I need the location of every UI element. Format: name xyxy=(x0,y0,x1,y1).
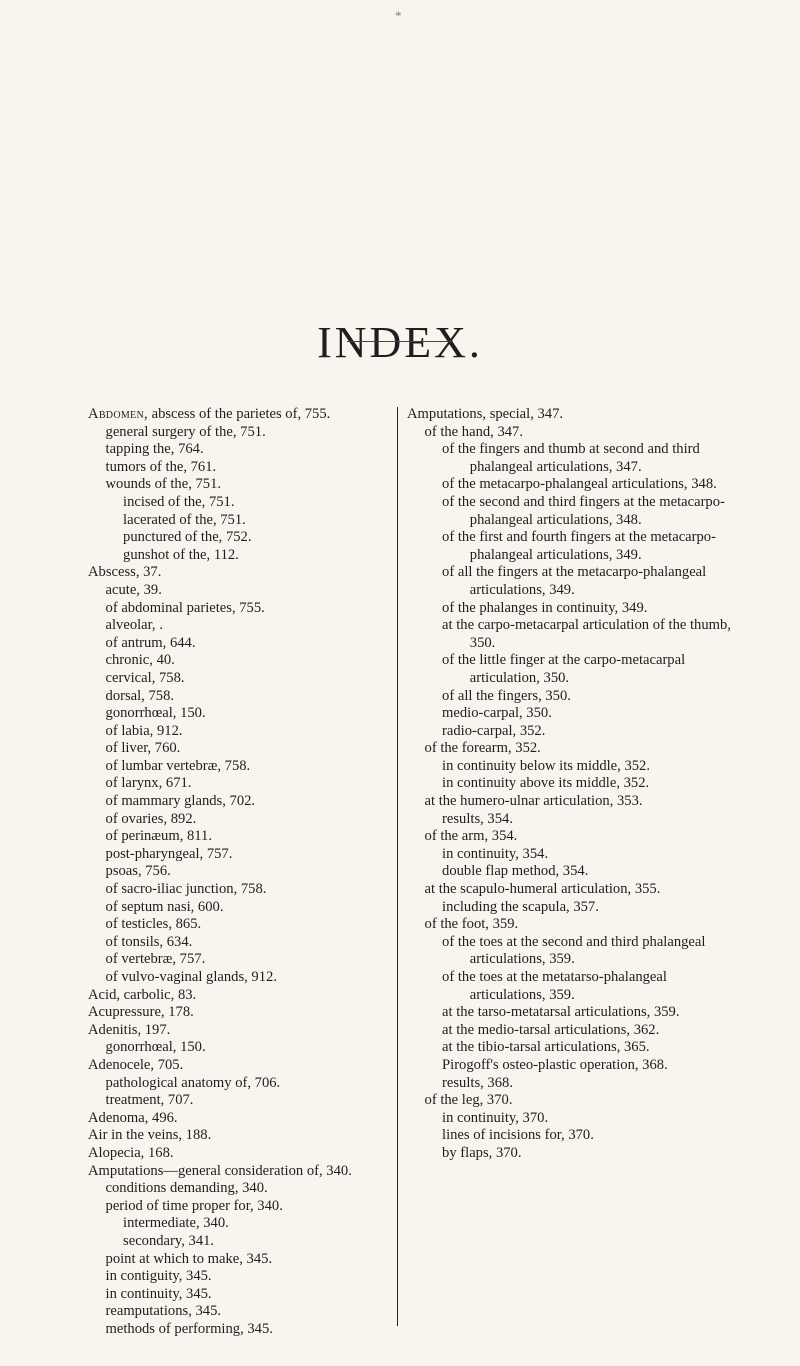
index-entry xyxy=(88,1004,393,1022)
index-entry-text: by flaps, 370. xyxy=(442,1144,522,1161)
index-entry xyxy=(88,1127,393,1145)
index-entry-text: secondary, 341. xyxy=(123,1232,215,1249)
index-entry xyxy=(106,1303,393,1321)
index-entry xyxy=(442,564,735,599)
index-entry xyxy=(106,459,393,477)
index-entry xyxy=(123,512,393,530)
index-entry-text: of vertebræ, 757. xyxy=(105,951,206,968)
index-entry xyxy=(106,723,393,741)
index-entry-text: medio-carpal, 350. xyxy=(442,705,552,722)
index-entry-lead: Abdomen, xyxy=(88,406,148,422)
index-entry-text: tapping the, 764. xyxy=(105,441,204,458)
index-entry xyxy=(106,688,393,706)
index-entry xyxy=(442,529,735,564)
index-entry-text: gunshot of the, 112. xyxy=(123,546,239,563)
index-entry-text: Adenoma, 496. xyxy=(88,1109,178,1126)
index-entry xyxy=(442,476,735,494)
index-entry xyxy=(442,441,735,476)
index-entry xyxy=(442,811,735,829)
index-entry-text: of lumbar vertebræ, 758. xyxy=(105,757,251,774)
index-entry-text: of the metacarpo-phalangeal articulations, 348. xyxy=(442,476,717,493)
index-entry xyxy=(88,1145,393,1163)
index-entry-text: of all the fingers at the metacarpo-phalangeal articulations, 349. xyxy=(442,564,707,598)
index-entry xyxy=(442,1075,735,1093)
index-entry xyxy=(425,424,735,442)
index-entry-text: in continuity, 354. xyxy=(442,845,549,862)
page-title: INDEX. xyxy=(317,318,483,368)
index-entry xyxy=(442,494,735,529)
index-entry xyxy=(88,406,393,424)
index-entry xyxy=(106,476,393,494)
index-entry xyxy=(106,775,393,793)
index-entry xyxy=(442,1022,735,1040)
index-entry xyxy=(442,705,735,723)
index-entry xyxy=(442,617,735,652)
index-entry-text: of the second and third fingers at the metacarpo-phalangeal articulations, 348. xyxy=(442,493,725,528)
title-rule xyxy=(347,341,453,342)
index-entry xyxy=(106,899,393,917)
index-entry xyxy=(106,670,393,688)
index-entry xyxy=(88,1110,393,1128)
index-entry xyxy=(88,1163,393,1181)
index-entry-text: reamputations, 345. xyxy=(105,1303,222,1320)
index-column-right xyxy=(407,406,735,1163)
index-entry-text: radio-carpal, 352. xyxy=(442,722,546,739)
index-entry-text: of ovaries, 892. xyxy=(105,810,197,827)
index-entry-text: of vulvo-vaginal glands, 912. xyxy=(105,969,277,985)
index-entry-text: in continuity above its middle, 352. xyxy=(442,775,650,792)
index-entry-text: treatment, 707. xyxy=(105,1092,194,1109)
index-entry xyxy=(106,740,393,758)
index-entry-text: intermediate, 340. xyxy=(123,1215,229,1232)
index-entry xyxy=(442,758,735,776)
index-entry-text: Acupressure, 178. xyxy=(88,1004,194,1021)
index-entry xyxy=(123,1215,393,1233)
index-entry-text: results, 368. xyxy=(442,1074,513,1091)
index-entry xyxy=(106,1251,393,1269)
index-entry-text: at the scapulo-humeral articulation, 355. xyxy=(424,881,661,898)
index-entry-text: of the fingers and thumb at second and third phalangeal articulations, 347. xyxy=(442,441,700,475)
index-entry xyxy=(106,793,393,811)
index-entry-text: in continuity, 345. xyxy=(105,1285,212,1302)
index-entry xyxy=(106,828,393,846)
index-entry xyxy=(425,793,735,811)
index-entry-text: including the scapula, 357. xyxy=(442,898,599,915)
index-entry xyxy=(88,564,393,582)
index-entry xyxy=(425,1092,735,1110)
index-entry-text: Abscess, 37. xyxy=(88,564,162,581)
index-entry xyxy=(442,1127,735,1145)
index-entry xyxy=(442,688,735,706)
index-entry xyxy=(123,1233,393,1251)
index-entry-text: incised of the, 751. xyxy=(123,493,235,510)
index-entry-text: methods of performing, 345. xyxy=(105,1320,273,1337)
index-entry-text: of perinæum, 811. xyxy=(105,828,212,845)
index-entry xyxy=(123,547,393,565)
index-entry-text: alveolar, . xyxy=(105,617,163,634)
index-entry xyxy=(425,740,735,758)
index-entry-text: abscess of the parietes of, 755. xyxy=(147,406,331,422)
index-entry-text: of mammary glands, 702. xyxy=(105,793,256,810)
index-entry-text: of the leg, 370. xyxy=(424,1092,513,1109)
index-entry-text: Air in the veins, 188. xyxy=(88,1127,212,1144)
index-entry xyxy=(442,969,735,1004)
index-entry xyxy=(442,1039,735,1057)
index-entry-text: Amputations, special, 347. xyxy=(407,406,564,422)
index-entry-text: pathological anatomy of, 706. xyxy=(105,1074,281,1091)
index-entry xyxy=(442,600,735,618)
index-entry-text: dorsal, 758. xyxy=(105,687,175,704)
index-entry-text: of the little finger at the carpo-metacarpal articulation, 350. xyxy=(442,652,686,686)
index-entry xyxy=(106,934,393,952)
index-entry-text: at the carpo-metacarpal articulation of the thumb, 350. xyxy=(442,617,731,651)
index-entry-text: of the phalanges in continuity, 349. xyxy=(442,599,648,616)
index-entry xyxy=(106,635,393,653)
index-entry xyxy=(442,652,735,687)
index-column-left xyxy=(88,406,393,1338)
index-entry xyxy=(106,652,393,670)
index-entry xyxy=(442,899,735,917)
index-entry-text: of tonsils, 634. xyxy=(105,933,193,950)
index-entry xyxy=(106,424,393,442)
index-entry-text: at the tarso-metatarsal articulations, 359. xyxy=(442,1004,680,1021)
index-entry-text: of the foot, 359. xyxy=(424,916,519,933)
index-entry xyxy=(106,846,393,864)
page-corner-mark: * xyxy=(395,8,402,23)
index-entry-text: chronic, 40. xyxy=(105,652,175,669)
index-entry-text: results, 354. xyxy=(442,810,513,827)
index-entry-text: wounds of the, 751. xyxy=(105,476,222,493)
index-entry xyxy=(442,1145,735,1163)
index-entry xyxy=(442,846,735,864)
index-entry-text: in continuity, 370. xyxy=(442,1109,549,1126)
index-entry xyxy=(106,617,393,635)
index-entry-text: cervical, 758. xyxy=(105,669,185,686)
index-entry-text: lines of incisions for, 370. xyxy=(442,1127,594,1144)
index-entry-text: Adenocele, 705. xyxy=(88,1056,184,1073)
index-entry xyxy=(106,1268,393,1286)
index-entry-text: of the toes at the metatarso-phalangeal articulations, 359. xyxy=(442,969,667,1003)
index-entry xyxy=(106,951,393,969)
index-entry-text: of antrum, 644. xyxy=(105,634,196,651)
index-entry-text: of the forearm, 352. xyxy=(424,740,541,757)
index-entry-text: Alopecia, 168. xyxy=(88,1144,174,1161)
index-entry-text: Acid, carbolic, 83. xyxy=(88,986,197,1003)
index-entry-text: of sacro-iliac junction, 758. xyxy=(105,881,267,898)
index-entry xyxy=(88,1057,393,1075)
index-entry xyxy=(88,1022,393,1040)
index-entry-text: post-pharyngeal, 757. xyxy=(105,845,233,862)
index-entry xyxy=(425,828,735,846)
index-entry-text: at the medio-tarsal articulations, 362. xyxy=(442,1021,660,1038)
index-entry xyxy=(88,987,393,1005)
index-entry xyxy=(442,863,735,881)
index-entry-text: Pirogoff's osteo-plastic operation, 368. xyxy=(442,1056,668,1073)
index-entry xyxy=(106,1198,393,1216)
index-entry-text: period of time proper for, 340. xyxy=(105,1197,283,1214)
index-entry xyxy=(425,916,735,934)
index-entry xyxy=(106,1321,393,1339)
index-entry xyxy=(407,406,735,424)
index-entry-text: conditions demanding, 340. xyxy=(105,1180,268,1197)
index-entry-text: in contiguity, 345. xyxy=(105,1268,212,1285)
index-entry xyxy=(442,934,735,969)
index-entry-text: Adenitis, 197. xyxy=(88,1021,171,1038)
index-entry xyxy=(442,1057,735,1075)
index-entry-text: of testicles, 865. xyxy=(105,916,202,933)
index-entry-text: of labia, 912. xyxy=(105,722,183,739)
index-entry xyxy=(123,494,393,512)
index-entry-text: of all the fingers, 350. xyxy=(442,687,571,704)
index-entry-text: of abdominal parietes, 755. xyxy=(105,599,265,616)
index-entry xyxy=(442,1004,735,1022)
index-entry xyxy=(106,600,393,618)
index-entry-text: of septum nasi, 600. xyxy=(105,898,224,915)
index-entry xyxy=(106,705,393,723)
index-entry xyxy=(106,441,393,459)
index-entry-text: of larynx, 671. xyxy=(105,775,192,792)
index-entry-text: gonorrhœal, 150. xyxy=(105,1039,206,1056)
index-entry-text: in continuity below its middle, 352. xyxy=(442,757,650,774)
index-entry xyxy=(106,1092,393,1110)
index-entry xyxy=(442,775,735,793)
index-entry xyxy=(123,529,393,547)
index-entry xyxy=(106,1075,393,1093)
index-entry-text: at the humero-ulnar articulation, 353. xyxy=(424,793,643,810)
index-entry xyxy=(106,758,393,776)
index-entry xyxy=(106,1180,393,1198)
column-divider xyxy=(397,407,398,1326)
index-entry xyxy=(106,811,393,829)
index-entry-text: psoas, 756. xyxy=(105,863,171,880)
index-entry-text: double flap method, 354. xyxy=(442,863,589,880)
index-entry-text: of the toes at the second and third phalangeal articulations, 359. xyxy=(442,933,706,968)
index-entry xyxy=(106,1039,393,1057)
index-entry-text: of the arm, 354. xyxy=(424,828,518,845)
index-entry xyxy=(106,863,393,881)
index-entry xyxy=(106,881,393,899)
index-entry-text: tumors of the, 761. xyxy=(105,458,217,475)
index-entry xyxy=(106,1286,393,1304)
index-entry-text: punctured of the, 752. xyxy=(123,529,252,546)
index-entry xyxy=(106,969,393,987)
index-entry-text: Amputations—general consideration of, 340. xyxy=(88,1162,352,1179)
index-entry xyxy=(106,916,393,934)
index-entry-text: lacerated of the, 751. xyxy=(123,511,246,528)
index-entry xyxy=(442,1110,735,1128)
index-entry-text: of the hand, 347. xyxy=(424,423,524,440)
index-entry-text: of liver, 760. xyxy=(105,740,181,757)
index-entry-text: gonorrhœal, 150. xyxy=(105,705,206,722)
index-entry-text: acute, 39. xyxy=(105,581,162,598)
index-entry-text: at the tibio-tarsal articulations, 365. xyxy=(442,1039,650,1056)
index-entry-text: general surgery of the, 751. xyxy=(105,423,266,440)
index-entry xyxy=(106,582,393,600)
index-entry xyxy=(442,723,735,741)
index-entry-text: point at which to make, 345. xyxy=(105,1250,273,1267)
index-entry-text: of the first and fourth fingers at the metacarpo-phalangeal articulations, 349. xyxy=(442,529,716,563)
index-entry xyxy=(425,881,735,899)
